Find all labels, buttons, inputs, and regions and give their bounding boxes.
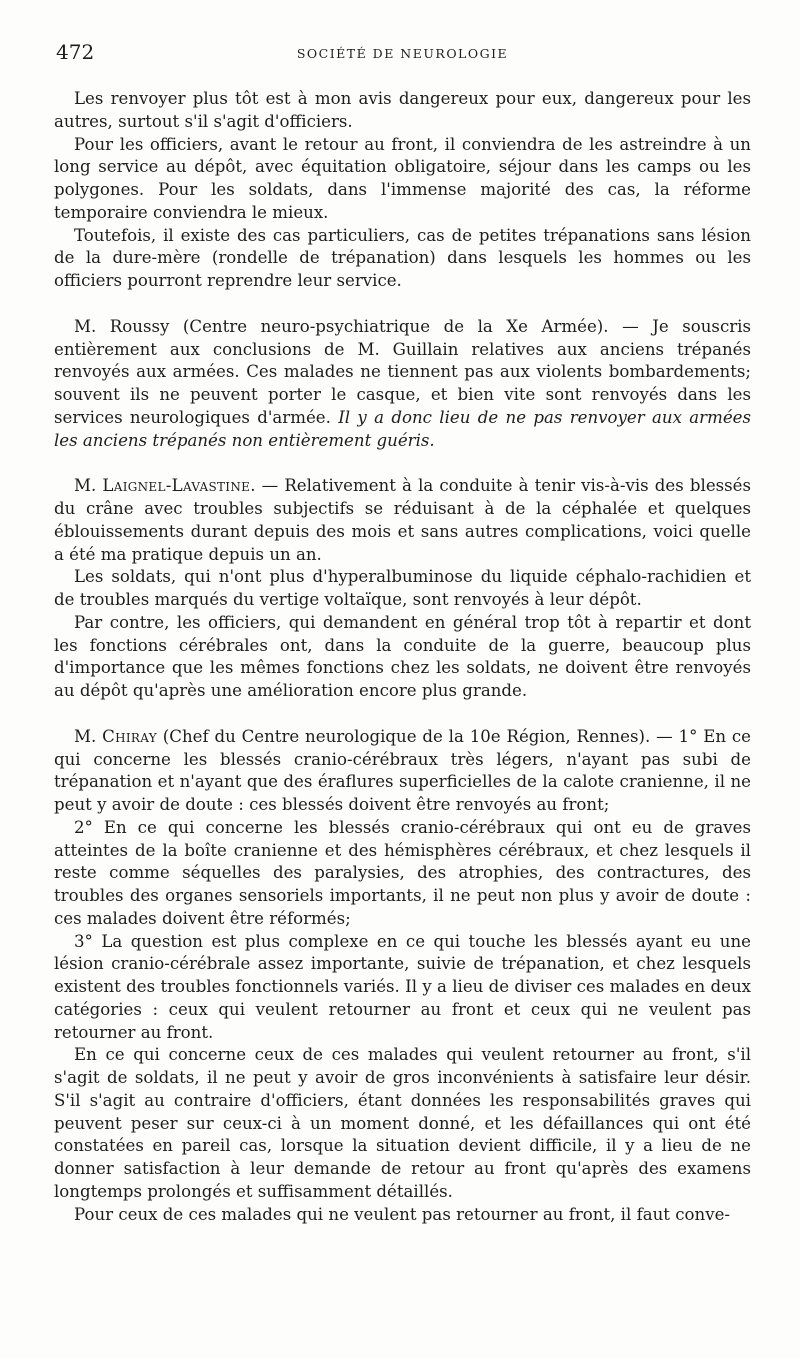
speaker-name: M. Roussy [74,316,170,336]
speaker-name: Chiray [102,726,157,746]
italic-conclusion: Il y a donc lieu de ne pas renvoyer aux armées les anciens trépanés non entièrement guéris. [54,407,751,450]
paragraph: 2° En ce qui concerne les blessés cranio-cérébraux qui ont eu de graves atteintes de la boîte cranienne et des hémisphères cérébraux, et chez lesquels il reste comme séquelles des paralysies, des atrophies, des contractures, des troubles des organes sensoriels importants, il ne peut non plus y avoir de doute : ces malades doivent être réformés; [54,817,751,928]
paragraph: Toutefois, il existe des cas particuliers, cas de petites trépanations sans lésion de la dure-mère (rondelle de trépanation) dans lesquels les hommes ou les officiers pourront reprendre leur service. [54,225,751,290]
speaker-name: Laignel-Lavastine [102,476,251,496]
document-page [54,40,751,1226]
page-header [54,40,751,68]
paragraph: Les renvoyer plus tôt est à mon avis dangereux pour eux, dangereux pour les autres, surtout s'il s'agit d'officiers. [54,89,751,131]
paragraph: En ce qui concerne ceux de ces malades qui veulent retourner au front, s'il s'agit de soldats, il ne peut y avoir de gros inconvénients à satisfaire leur désir. S'il s'agit au contraire d'officiers, étant données les responsabilités graves qui peuvent peser sur ceux-ci à un moment donné, et les défaillances qui ont été constatées en pareil cas, lorsque la situation devient difficile, il y a lieu de ne donner satisfaction à leur demande de retour au front qu'après des examens longtemps prolongés et suffisamment détaillés. [54,1045,751,1201]
paragraph-laignel-lavastine [54,475,751,566]
running-head: SOCIÉTÉ DE NEUROLOGIE [296,46,509,61]
paragraph: Les soldats, qui n'ont plus d'hyperalbuminose du liquide céphalo-rachidien et de troubles marqués du vertige voltaïque, sont renvoyés à leur dépôt. [54,567,751,609]
paragraph-text: . — Relativement à la conduite à tenir vis-à-vis des blessés du crâne avec troubles subjectifs se réduisant à de la céphalée et quelques éblouissements durant depuis des mois et sans autres complications, voici quelle a été ma pratique depuis un an. [54,476,752,564]
paragraph: 3° La question est plus complexe en ce qui touche les blessés ayant eu une lésion cranio-cérébrale assez importante, suivie de trépanation, et chez lesquels existent des troubles fonctionnels variés. Il y a lieu de diviser ces malades en deux catégories : ceux qui veulent retourner au front et ceux qui ne veulent pas retourner au front. [54,931,751,1042]
paragraph: Par contre, les officiers, qui demandent en général trop tôt à repartir et dont les fonctions cérébrales ont, dans la conduite de la guerre, beaucoup plus d'importance que les mêmes fonctions chez les soldats, ne doivent être renvoyés au dépôt qu'après une amélioration encore plus grande. [54,612,751,700]
speaker-prefix: M. [74,476,103,496]
paragraph-text: (Centre neuro-psychiatrique de la Xe Armée). — Je souscris entièrement aux conclusions de M. Guillain relatives aux anciens trépanés renvoyés aux armées. Ces malades ne tiennent pas aux violents bombardements; souvent ils ne peuvent porter le casque, et bien vite sont renvoyés dans les services neurologiques d'armée. [54,316,751,427]
body-text [54,88,751,1226]
paragraph: Pour ceux de ces malades qui ne veulent pas retourner au front, il faut conve- [74,1204,731,1224]
page-number: 472 [56,40,95,64]
paragraph-text: (Chef du Centre neurologique de la 10e Région, Rennes). — 1° En ce qui concerne les blessés cranio-cérébraux très légers, n'ayant pas subi de trépanation et n'ayant que des éraflures superficielles de la calote cranienne, il ne peut y avoir de doute : ces blessés doivent être renvoyés au front; [54,726,751,814]
paragraph-chiray [54,726,751,817]
paragraph: Pour les officiers, avant le retour au front, il conviendra de les astreindre à un long service au dépôt, avec équitation obligatoire, séjour dans les camps ou les polygones. Pour les soldats, dans l'immense majorité des cas, la réforme temporaire conviendra le mieux. [54,134,751,222]
speaker-prefix: M. [74,726,103,746]
paragraph-roussy [54,316,751,453]
